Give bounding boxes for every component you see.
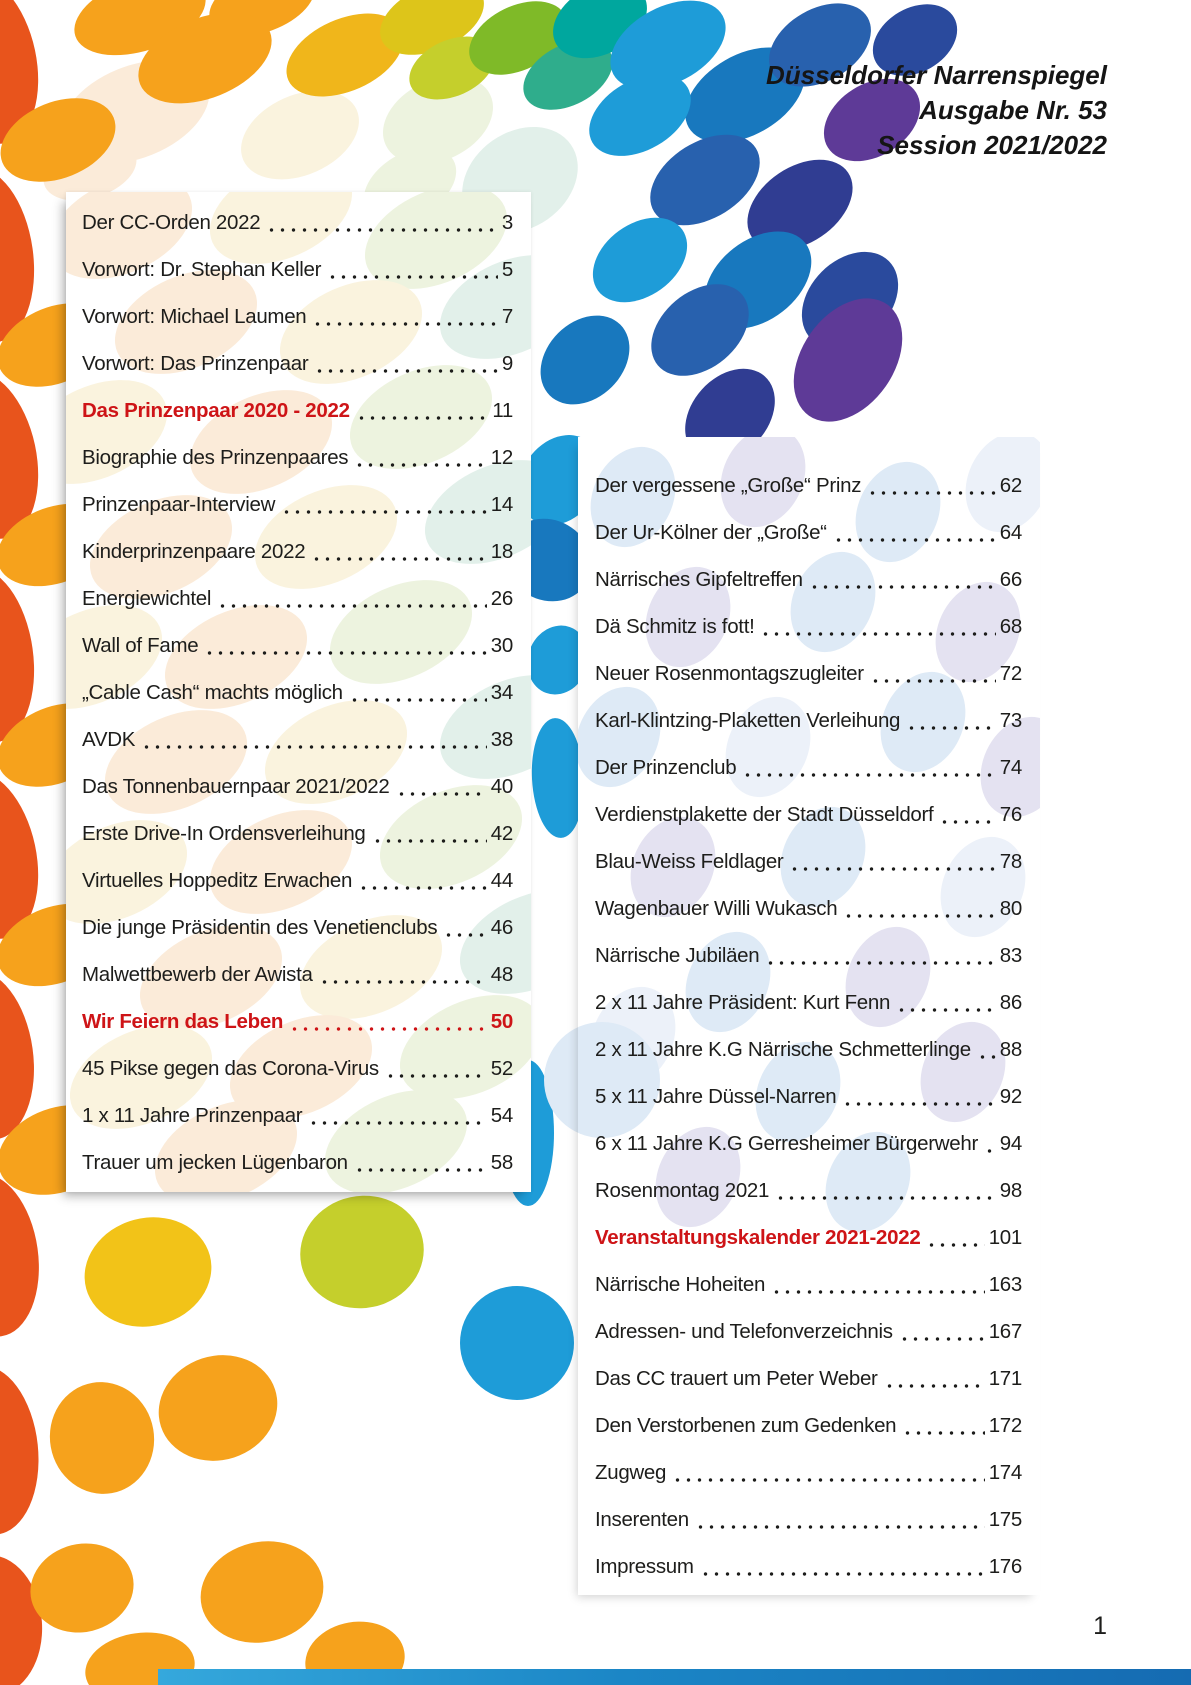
dot-leader <box>843 912 995 918</box>
toc-entry <box>595 1074 1022 1121</box>
dot-leader <box>771 1288 985 1294</box>
dot-leader <box>939 818 995 824</box>
dot-leader <box>672 1476 985 1482</box>
toc-entry-page: 92 <box>999 1085 1022 1108</box>
toc-entry <box>82 529 513 576</box>
dot-leader <box>926 1241 984 1247</box>
toc-entry <box>82 764 513 811</box>
toc-entry <box>82 482 513 529</box>
toc-entry-label: 2 x 11 Jahre K.G Närrische Schmetterlinge <box>595 1038 971 1061</box>
toc-entry-label: 5 x 11 Jahre Düssel-Narren <box>595 1085 837 1108</box>
dot-leader <box>700 1570 985 1576</box>
toc-entry-label: Veranstaltungskalender 2021-2022 <box>595 1226 921 1249</box>
toc-entry-page: 98 <box>999 1179 1022 1202</box>
dot-leader <box>312 320 497 326</box>
toc-entry <box>595 510 1022 557</box>
toc-entry <box>595 886 1022 933</box>
dot-leader <box>354 461 487 467</box>
toc-entry-page: 175 <box>988 1508 1022 1531</box>
toc-entry-page: 14 <box>490 493 513 516</box>
toc-entry-label: Die junge Präsidentin des Venetienclubs <box>82 916 438 939</box>
toc-left-panel <box>66 192 531 1192</box>
dot-leader <box>204 649 486 655</box>
toc-entry-label: Rosenmontag 2021 <box>595 1179 770 1202</box>
toc-entry-page: 76 <box>999 803 1022 826</box>
dot-leader <box>760 630 995 636</box>
toc-entry <box>595 1497 1022 1544</box>
toc-entry-page: 18 <box>490 540 513 563</box>
toc-entry-label: Prinzenpaar-Interview <box>82 493 276 516</box>
toc-entry-page: 80 <box>999 897 1022 920</box>
toc-entry-page: 7 <box>501 305 513 328</box>
toc-entry-label: Närrische Jubiläen <box>595 944 760 967</box>
toc-entry-label: 2 x 11 Jahre Präsident: Kurt Fenn <box>595 991 891 1014</box>
toc-entry <box>595 1168 1022 1215</box>
dot-leader <box>884 1382 985 1388</box>
dot-leader <box>896 1006 996 1012</box>
dot-leader <box>327 273 498 279</box>
toc-entry-page: 48 <box>490 963 513 986</box>
toc-entry-page: 74 <box>999 756 1022 779</box>
toc-entry-label: Wagenbauer Willi Wukasch <box>595 897 838 920</box>
toc-entry-label: Erste Drive-In Ordensverleihung <box>82 822 366 845</box>
toc-entry-label: Neuer Rosenmontagszugleiter <box>595 662 864 685</box>
toc-entry-label: Närrisches Gipfeltreffen <box>595 568 803 591</box>
dot-leader <box>833 536 996 542</box>
toc-entry <box>82 858 513 905</box>
toc-entry-label: Vorwort: Michael Laumen <box>82 305 307 328</box>
toc-entry-label: Kinderprinzenpaare 2022 <box>82 540 306 563</box>
toc-entry-page: 163 <box>988 1273 1022 1296</box>
dot-leader <box>141 743 487 749</box>
toc-entry-page: 34 <box>490 681 513 704</box>
toc-entry <box>595 1215 1022 1262</box>
toc-entry-page: 83 <box>999 944 1022 967</box>
toc-entry-page: 73 <box>999 709 1022 732</box>
toc-entry <box>82 435 513 482</box>
toc-entry-label: Verdienstplakette der Stadt Düsseldorf <box>595 803 934 826</box>
toc-entry-label: AVDK <box>82 728 136 751</box>
toc-entry-label: Das CC trauert um Peter Weber <box>595 1367 878 1390</box>
toc-entry-page: 68 <box>999 615 1022 638</box>
toc-entry <box>595 651 1022 698</box>
toc-entry <box>82 247 513 294</box>
toc-entry-label: Karl-Klintzing-Plaketten Verleihung <box>595 709 901 732</box>
masthead <box>766 58 1107 163</box>
dot-leader <box>902 1429 984 1435</box>
dot-leader <box>266 226 498 232</box>
toc-entry <box>595 698 1022 745</box>
page-number: 1 <box>1093 1612 1107 1640</box>
toc-entry-label: Inserenten <box>595 1508 689 1531</box>
dot-leader <box>789 865 995 871</box>
toc-right-panel <box>578 437 1040 1595</box>
toc-entry-label: Malwettbewerb der Awista <box>82 963 313 986</box>
toc-entry-label: Blau-Weiss Feldlager <box>595 850 784 873</box>
toc-entry <box>82 1046 513 1093</box>
toc-entry <box>595 980 1022 1027</box>
toc-entry <box>82 294 513 341</box>
toc-entry-page: 66 <box>999 568 1022 591</box>
dot-leader <box>742 771 995 777</box>
toc-right-list <box>595 463 1022 1591</box>
toc-entry-label: Impressum <box>595 1555 694 1578</box>
toc-entry-label: Vorwort: Das Prinzenpaar <box>82 352 309 375</box>
toc-entry-page: 176 <box>988 1555 1022 1578</box>
toc-entry-label: Adressen- und Telefonverzeichnis <box>595 1320 893 1343</box>
toc-entry <box>82 717 513 764</box>
toc-entry-page: 58 <box>490 1151 513 1174</box>
toc-entry-label: Wir Feiern das Leben <box>82 1010 284 1033</box>
toc-entry-label: Virtuelles Hoppeditz Erwachen <box>82 869 353 892</box>
dot-leader <box>281 508 487 514</box>
toc-entry-page: 12 <box>490 446 513 469</box>
toc-entry-page: 94 <box>999 1132 1022 1155</box>
dot-leader <box>358 884 487 890</box>
toc-entry-label: „Cable Cash“ machts möglich <box>82 681 343 704</box>
toc-entry <box>595 1356 1022 1403</box>
dot-leader <box>977 1053 996 1059</box>
dot-leader <box>396 790 487 796</box>
toc-entry-label: Biographie des Prinzenpaares <box>82 446 349 469</box>
toc-entry-page: 11 <box>492 399 513 422</box>
toc-entry-page: 78 <box>999 850 1022 873</box>
toc-entry-label: 45 Pikse gegen das Corona-Virus <box>82 1057 379 1080</box>
toc-entry <box>595 1544 1022 1591</box>
dot-leader <box>385 1072 487 1078</box>
toc-entry-page: 64 <box>999 521 1022 544</box>
toc-entry-label: Der CC-Orden 2022 <box>82 211 261 234</box>
toc-entry-label: Der Prinzenclub <box>595 756 737 779</box>
dot-leader <box>354 1166 487 1172</box>
toc-entry-page: 3 <box>501 211 513 234</box>
toc-entry-label: Der Ur-Kölner der „Große“ <box>595 521 827 544</box>
masthead-session: Session 2021/2022 <box>877 130 1107 161</box>
toc-entry-label: Wall of Fame <box>82 634 199 657</box>
dot-leader <box>984 1147 996 1153</box>
toc-entry-label: Dä Schmitz is fott! <box>595 615 755 638</box>
toc-entry-page: 46 <box>490 916 513 939</box>
dot-leader <box>217 602 487 608</box>
toc-entry <box>82 952 513 999</box>
toc-entry-page: 101 <box>988 1226 1022 1249</box>
toc-entry-page: 52 <box>490 1057 513 1080</box>
toc-entry-page: 9 <box>501 352 513 375</box>
toc-entry <box>82 905 513 952</box>
toc-entry-page: 50 <box>490 1010 513 1033</box>
toc-left-list <box>82 200 513 1187</box>
toc-entry <box>595 745 1022 792</box>
toc-entry <box>595 1121 1022 1168</box>
toc-entry-page: 38 <box>490 728 513 751</box>
dot-leader <box>289 1025 487 1031</box>
dot-leader <box>809 583 996 589</box>
toc-entry-page: 174 <box>988 1461 1022 1484</box>
toc-entry-label: Zugweg <box>595 1461 667 1484</box>
toc-entry-label: Der vergessene „Große“ Prinz <box>595 474 862 497</box>
toc-entry-page: 42 <box>490 822 513 845</box>
toc-entry-page: 40 <box>490 775 513 798</box>
toc-entry <box>82 1140 513 1187</box>
toc-entry <box>595 604 1022 651</box>
toc-entry-label: Trauer um jecken Lügenbaron <box>82 1151 348 1174</box>
toc-entry <box>595 1450 1022 1497</box>
dot-leader <box>870 677 996 683</box>
toc-entry-page: 88 <box>999 1038 1022 1061</box>
toc-entry <box>595 839 1022 886</box>
dot-leader <box>906 724 996 730</box>
toc-entry <box>595 557 1022 604</box>
dot-leader <box>349 696 487 702</box>
toc-entry-label: Energiewichtel <box>82 587 212 610</box>
toc-entry <box>595 1027 1022 1074</box>
toc-entry-label: Das Prinzenpaar 2020 - 2022 <box>82 399 350 422</box>
toc-entry-page: 86 <box>999 991 1022 1014</box>
toc-entry <box>82 341 513 388</box>
toc-entry <box>82 811 513 858</box>
toc-entry <box>595 792 1022 839</box>
dot-leader <box>319 978 487 984</box>
toc-entry <box>595 1403 1022 1450</box>
dot-leader <box>775 1194 996 1200</box>
dot-leader <box>695 1523 985 1529</box>
dot-leader <box>842 1100 995 1106</box>
toc-entry-page: 167 <box>988 1320 1022 1343</box>
toc-entry-label: Närrische Hoheiten <box>595 1273 766 1296</box>
toc-entry-page: 62 <box>999 474 1022 497</box>
dot-leader <box>443 931 487 937</box>
footer-bar <box>158 1669 1191 1685</box>
toc-entry-page: 72 <box>999 662 1022 685</box>
dot-leader <box>765 959 995 965</box>
dot-leader <box>314 367 498 373</box>
toc-entry-page: 26 <box>490 587 513 610</box>
toc-entry <box>595 1309 1022 1356</box>
toc-entry <box>82 670 513 717</box>
masthead-magazine: Düsseldorfer Narrenspiegel <box>765 60 1107 90</box>
dot-leader <box>356 414 489 420</box>
toc-entry <box>595 1262 1022 1309</box>
toc-entry <box>82 200 513 247</box>
dot-leader <box>308 1119 486 1125</box>
dot-leader <box>867 489 996 495</box>
toc-entry <box>82 999 513 1046</box>
toc-entry-page: 172 <box>988 1414 1022 1437</box>
toc-entry <box>82 623 513 670</box>
toc-entry-label: Vorwort: Dr. Stephan Keller <box>82 258 322 281</box>
dot-leader <box>311 555 486 561</box>
toc-entry <box>595 463 1022 510</box>
toc-entry-page: 5 <box>501 258 513 281</box>
toc-entry-label: 1 x 11 Jahre Prinzenpaar <box>82 1104 303 1127</box>
toc-entry <box>595 933 1022 980</box>
toc-entry <box>82 388 513 435</box>
dot-leader <box>899 1335 985 1341</box>
toc-entry-page: 54 <box>490 1104 513 1127</box>
toc-entry <box>82 576 513 623</box>
toc-entry-page: 30 <box>490 634 513 657</box>
toc-entry-label: 6 x 11 Jahre K.G Gerresheimer Bürgerwehr <box>595 1132 978 1155</box>
toc-entry <box>82 1093 513 1140</box>
toc-entry-page: 44 <box>490 869 513 892</box>
toc-entry-label: Das Tonnenbauernpaar 2021/2022 <box>82 775 390 798</box>
dot-leader <box>372 837 487 843</box>
toc-entry-page: 171 <box>988 1367 1022 1390</box>
toc-entry-label: Den Verstorbenen zum Gedenken <box>595 1414 897 1437</box>
masthead-issue: Ausgabe Nr. 53 <box>919 95 1107 126</box>
